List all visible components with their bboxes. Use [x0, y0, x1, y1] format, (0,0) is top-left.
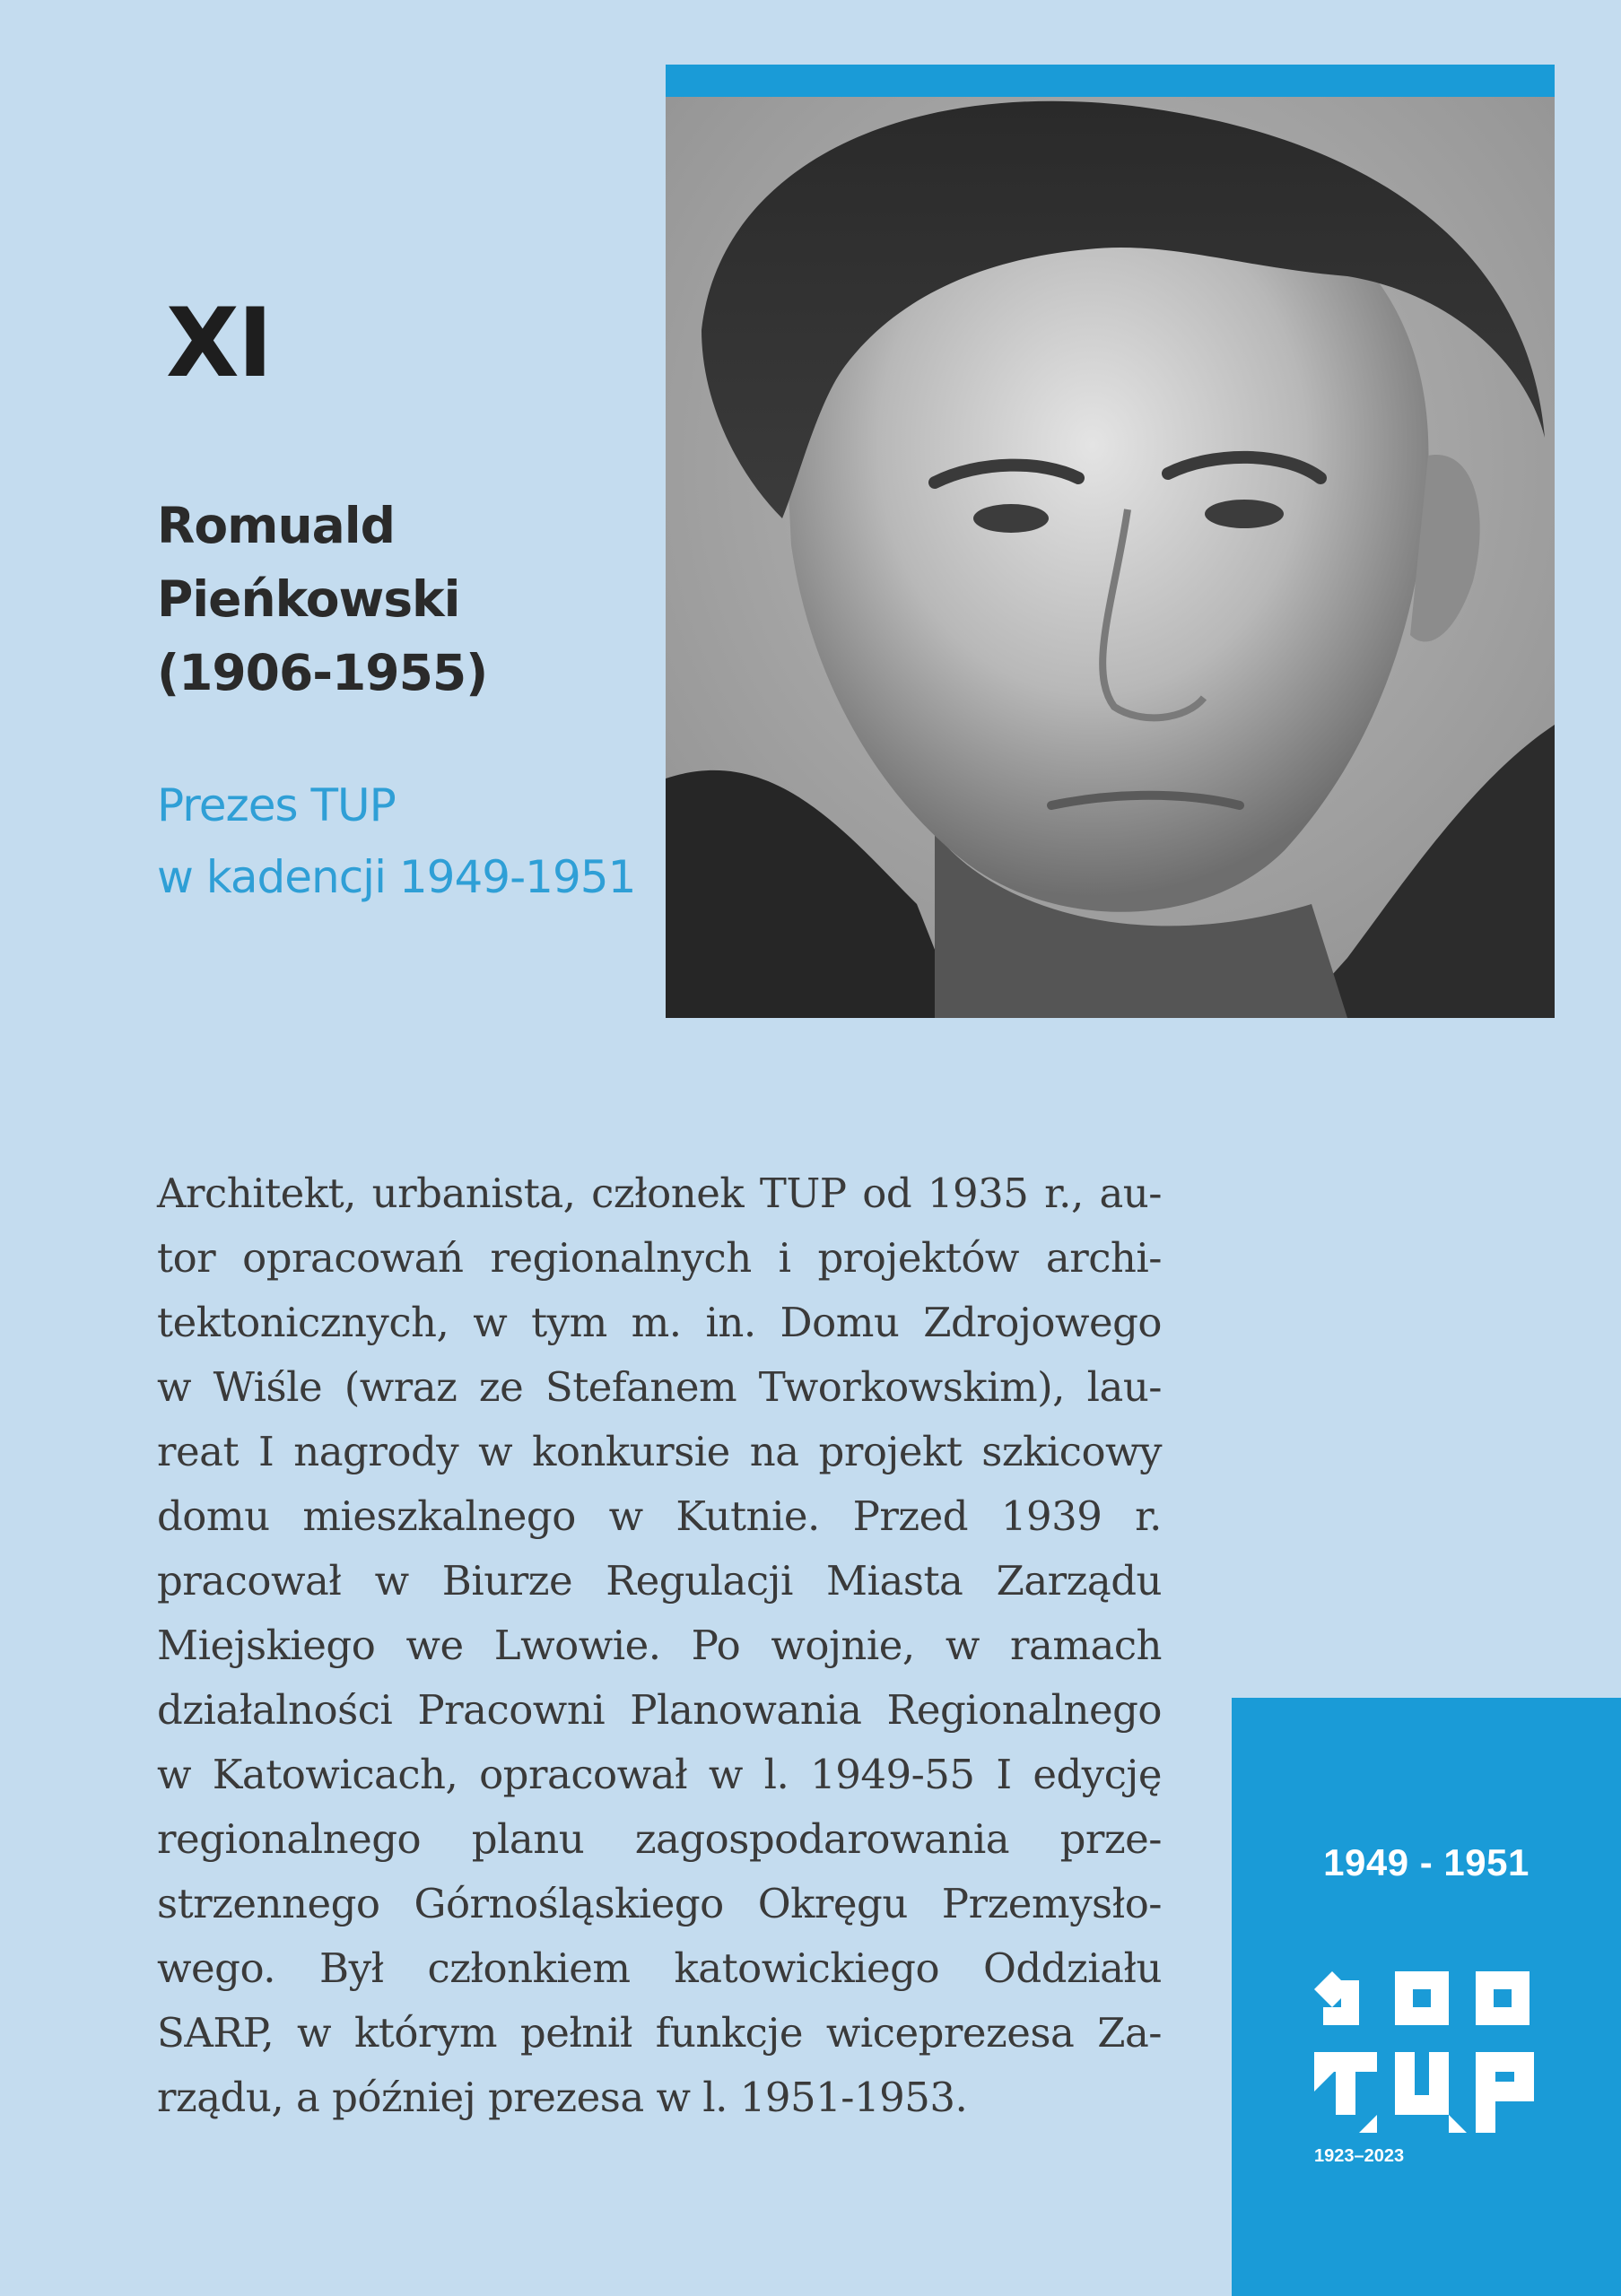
bio-line: tor opracowań regionalnych i projektów archi- [157, 1234, 1162, 1282]
bio-line: rządu, a później prezesa w l. 1951-1953. [157, 2074, 968, 2121]
bio-line: w Katowicach, opracował w l. 1949-55 I edycję [157, 1751, 1162, 1798]
roman-numeral: XI [166, 288, 272, 398]
person-name [157, 489, 487, 709]
photo-accent-bar [666, 65, 1555, 97]
bio-line: wego. Był członkiem katowickiego Oddziału [157, 1944, 1162, 1992]
role-line: Prezes TUP [157, 779, 396, 831]
bio-line: działalności Pracowni Planowania Regionalnego [157, 1686, 1162, 1734]
person-first-name: Romuald [157, 497, 395, 554]
badge-years: 1949 - 1951 [1323, 1841, 1529, 1883]
role-title [157, 770, 635, 913]
bio-line: regionalnego planu zagospodarowania prze- [157, 1815, 1162, 1863]
person-lifespan: (1906-1955) [157, 644, 488, 701]
biography-text [157, 1161, 1162, 2130]
bio-line: SARP, w którym pełnił funkcje wiceprezesa Za- [157, 2009, 1162, 2057]
anniversary-range: 1923–2023 [1314, 2146, 1405, 2166]
bio-line: pracował w Biurze Regulacji Miasta Zarządu [157, 1557, 1162, 1605]
bio-line: strzennego Górnośląskiego Okręgu Przemysło- [157, 1880, 1162, 1927]
tup-100-logo-icon [1314, 1971, 1543, 2133]
bio-line: domu mieszkalnego w Kutnie. Przed 1939 r. [157, 1492, 1162, 1540]
bio-line: w Wiśle (wraz ze Stefanem Tworkowskim), lau- [157, 1363, 1162, 1411]
person-last-name: Pieńkowski [157, 570, 460, 628]
bio-line: Miejskiego we Lwowie. Po wojnie, w ramach [157, 1622, 1162, 1669]
bio-line: tektonicznych, w tym m. in. Domu Zdrojowego [157, 1299, 1162, 1346]
portrait-photo [666, 97, 1555, 1018]
role-line: w kadencji 1949-1951 [157, 851, 636, 903]
bio-line: Architekt, urbanista, członek TUP od 1935 r., au- [157, 1170, 1162, 1217]
term-badge [1232, 1698, 1621, 2296]
bio-line: reat I nagrody w konkursie na projekt szkicowy [157, 1428, 1162, 1475]
